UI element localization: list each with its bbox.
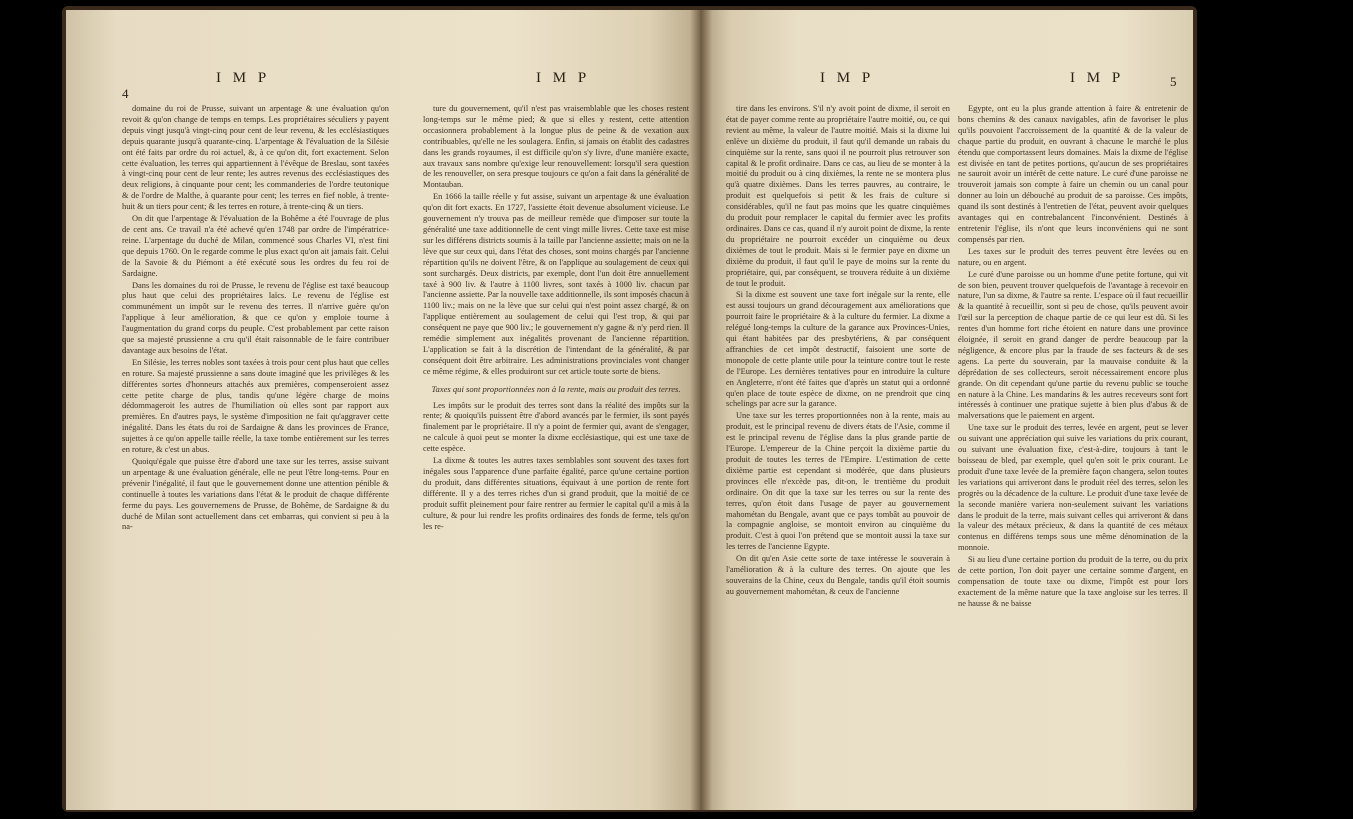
running-head-right-col4: I M P [1070, 70, 1125, 86]
right-page [700, 10, 1193, 810]
text-column-2 [423, 104, 689, 804]
book-gutter [690, 10, 712, 810]
paragraph: On dit que l'arpentage & l'évaluation de la Bohême a été l'ouvrage de plus de cent ans. Ce travail n'a été achevé qu'en 1748 par ordre de l'impératrice-reine. L'arpentage du duché de Milan, commencé sous Charles VI, n'est fini que depuis 1760. On le regarde comme le plus exact qu'on ait jamais fait. Celui de la Savoie & du Piémont a été exécuté sous les ordres du feu roi de Sardaigne. [122, 214, 389, 278]
paragraph: On dit qu'en Asie cette sorte de taxe intéresse le souverain à l'amélioration & à la culture des terres. On ajoute que les souverains de la Chine, ceux du Bengale, tandis qu'il étoit soumis au gouvernement mahométan, & ceux de l'ancienne [726, 554, 950, 596]
paragraph: Les taxes sur le produit des terres peuvent être levées ou en nature, ou en argent. [958, 246, 1188, 267]
paragraph: En Silésie, les terres nobles sont taxées à trois pour cent plus haut que celles en roture. Sa majesté prussienne a sans doute imaginé que les privilèges & les différentes sortes d'honneurs attachés aux premières, compenseroient assez cette petite charge de plus, tandis qu'une légère charge de moins dédommageroit les autres de l'humiliation où elles sont par rapport aux premières. En d'autres pays, le système d'imposition ne fait qu'aggraver cette inégalité. Dans les états du roi de Sardaigne & dans les provinces de France, sujettes à ce qu'on appelle taille réelle, la taxe tombe entièrement sur les terres en roture, & c'est un abus. [122, 357, 389, 455]
paragraph: domaine du roi de Prusse, suivant un arpentage & une évaluation qu'on revoit & qu'on change de temps en temps. Les propriétaires séculiers y payent depuis vingt jusqu'à vingt-cinq pour cent de leur revenu, & les ecclésiastiques depuis quarante jusqu'à quarante-cinq. L'arpentage & l'évaluation de la Silésie ont été faits par ordre du roi actuel, &, à ce qu'on dit, fort exactement. Selon cette évaluation, les terres qui appartiennent à l'évêque de Breslau, sont taxées à vingt-cinq pour cent de leur rente; les autres revenus des ecclésiastiques des deux religions, à cinquante pour cent; les commanderies de l'ordre teutonique & de l'ordre de Malthe, à quarante pour cent; les terres en fief noble, à trente-huit & un tiers pour cent; & les terres en roture, à trente-cinq & un tiers. [122, 104, 389, 212]
page-number-left: 4 [122, 86, 129, 101]
running-head-left-col2: I M P [536, 70, 591, 86]
paragraph: En 1666 la taille réelle y fut assise, suivant un arpentage & une évaluation qu'on dit fort exacts. En 1727, l'assiette étoit devenue absolument vicieuse. Le gouvernement n'y trouva pas de meilleur remède que d'imposer sur toute la généralité une taxe additionnelle de cent vingt mille livres. Cette taxe est mise sur les différens districts soumis à la taille par l'ancienne assiette; mais on ne la lève que sur ceux qui, dans l'état des choses, sont moins chargés par l'ancienne répartition qu'ils ne doivent l'être, & on l'applique au soulagement de ceux qui sont surchargés. Deux districts, par exemple, dont l'un doit être annuellement taxé à 900 liv. & l'autre à 1100 livres, sont taxés à 1000 liv. chacun par l'ancienne assiette. Par la nouvelle taxe additionnelle, ils sont imposés chacun à 1100 liv.; mais on ne la lève que sur celui qui n'est point assez chargé, & on l'applique entièrement au soulagement de celui qui l'est trop, & qui par conséquent ne paye que 900 liv.; le gouvernement n'y gagne & n'y perd rien. Il remédie simplement aux inégalités provenant de l'ancienne répartition. L'application se fait à la discrétion de l'intendant de la généralité, & par conséquent doit être arbitraire. Les administrations provinciales vont changer ce même régime, & elles produiront sur cet article toute sorte de biens. [423, 192, 689, 376]
paragraph: Une taxe sur les terres proportionnées non à la rente, mais au produit, est le principal revenu de divers états de l'Asie, comme il est le principal revenu de l'église dans la plus grande partie de l'Europe. L'empereur de la Chine perçoit la dixième partie du produit de toutes les terres de l'Empire. L'estimation de cette dixième partie est cependant si modérée, que dans plusieurs provinces elle n'excède pas, dit-on, le trentième du produit ordinaire. On dit que la taxe sur les terres ou sur la rente des terres, qu'on étoit dans l'usage de payer au gouvernement mahométan du Bengale, avant que ce pays tombât au pouvoir de la compagnie angloise, se montoit environ au cinquième du produit. C'est à quoi l'on prétend que se montoit aussi la taxe sur les terres de l'ancienne Egypte. [726, 411, 950, 552]
paragraph: Si la dixme est souvent une taxe fort inégale sur la rente, elle est aussi toujours un grand découragement aux améliorations que pourroit faire le propriétaire & à la culture du fermier. La dixme a relégué long-temps la culture de la garance aux Provinces-Unies, qui étant habitées par des presbytériens, & par conséquent affranchies de cet impôt destructif, faisoient une sorte de monopole de cette plante utile pour la teinture contre tout le reste de l'Europe. Les dernières tentatives pour en introduire la culture en Angleterre, n'ont été faites que d'après un statut qui a ordonné qu'en place de toute espèce de dixme, on ne prendroit que cinq schelings par acre sur la garance. [726, 290, 950, 409]
paragraph: La dixme & toutes les autres taxes semblables sont souvent des taxes fort inégales sous l'apparence d'une parfaite égalité, parce qu'une certaine portion du produit, dans différentes situations, équivaut à une portion de rente fort différente. Il y a des terres riches d'un si grand produit, que la moitié de ce produit suffit pleinement pour faire rentrer au fermier le capital qu'il a mis à la culture, & pour lui rendre les profits ordinaires des fonds de ferme, tels qu'on les re- [423, 456, 689, 531]
running-head-right-col3: I M P [820, 70, 875, 86]
paragraph: tire dans les environs. S'il n'y avoit point de dixme, il seroit en état de payer comme rente au propriétaire l'autre moitié, ou, ce qui revient au même, la valeur de l'autre moitié. Mais si la dixme lui enlève un dixième du produit, il faut qu'il demande un rabais du cinquième sur la rente, sans quoi il ne pourroit plus retrouver son capital & le profit ordinaire. Dans ce cas, au lieu de se monter à la moitié du produit ou à cinq dixièmes, la rente ne se montera plus qu'à quatre dixièmes. Dans les terres pauvres, au contraire, le produit est quelquefois si petit & les frais de culture si considérables, qu'il ne faut pas moins que les quatre cinquièmes du produit pour remplacer le capital du fermier avec les profits ordinaires. Dans ce cas, quand il n'y auroit point de dixme, la rente du propriétaire ne pourroit excéder un cinquième ou deux dixièmes de tout le produit. Mais si le fermier paye en dixme un dixième du produit, il faut qu'il le paye de moins sur la rente du propriétaire, qui, par conséquent, se trouvera réduite à un dixième de tout le produit. [726, 104, 950, 288]
section-heading: Taxes qui sont proportionnées non à la rente, mais au produit des terres. [431, 383, 681, 394]
paragraph: Quoiqu'égale que puisse être d'abord une taxe sur les terres, assise suivant un arpentage & une évaluation générale, elle ne peut l'être long-tems. Pour en prévenir l'inégalité, il faut que le gouvernement donne une attention pénible & continuelle à toutes les variations dans l'état & le produit de chaque différente ferme du pays. Les gouvernemens de Prusse, de Bohême, de Sardaigne & du duché de Milan sont actuellement dans cet embarras, qui convient si peu à la na- [122, 457, 389, 532]
open-book [62, 6, 1197, 812]
running-head-left-col1: I M P [216, 70, 271, 86]
text-column-3 [726, 104, 950, 804]
paragraph: Egypte, ont eu la plus grande attention à faire & entretenir de bons chemins & des canaux navigables, afin de favoriser le plus qu'ils pouvoient l'accroissement de la quantité & de la valeur de chaque partie du produit, en ouvrant à chacune le marché le plus étendu que comportassent leurs domaines. Mais la dixme de l'église est divisée en tant de petites portions, qu'aucun de ses propriétaires ne sauroit avoir un intérêt de cette nature. Le curé d'une paroisse ne trouveroit jamais son compte à faire un chemin ou un canal pour donner au loin un débouché au produit de sa paroisse. Ces impôts, quand ils sont destinés à l'entretien de l'état, peuvent avoir quelques avantages qui en contrebalancent l'inconvénient. Destinés à entretenir l'église, ils n'ont que leurs inconvéniens qui ne sont compensés par rien. [958, 104, 1188, 244]
paragraph: Les impôts sur le produit des terres sont dans la réalité des impôts sur la rente; & quoiqu'ils puissent être d'abord avancés par le fermier, ils sont payés finalement par le propriétaire. Il n'y a point de fermier qui, avant de s'engager, ne calcule à quoi peut se monter la dixme ecclésiastique, qui est une taxe de cette espèce. [423, 400, 689, 454]
text-column-1 [122, 104, 389, 804]
left-page [66, 10, 700, 810]
paragraph: Une taxe sur le produit des terres, levée en argent, peut se lever ou suivant une appréciation qui suive les variations du prix courant, ou suivant une évaluation fixe, c'est-à-dire, toujours à tant le boisseau de bled, par exemple, quel qu'en soit le prix courant. Le produit d'une taxe levée de la première façon changera, selon toutes les variations qui arriveront dans le produit réel des terres, selon les progrès ou la décadence de la culture. Le produit d'une taxe levée de la seconde manière variera non-seulement suivant les variations dans le produit de la terre, mais suivant celles qui arriveront & dans la valeur des métaux précieux, & dans la quantité de ces métaux contenus en différens temps sous une même dénomination de la monnoie. [958, 423, 1188, 553]
paragraph: ture du gouvernement, qu'il n'est pas vraisemblable que les choses restent long-temps sur le même pied; & que si elles y restent, cette attention occasionnera probablement à la longue plus de peine & de vexation aux contribuables, qu'elle ne les soulagera. Enfin, si jamais on établit des cadastres dans les grands royaumes, il est difficile qu'on s'y livre, d'une manière exacte, aux travaux sans nombre qu'exige leur renouvellement: lorsqu'il sera question de les renouveller, on sera presque toujours ce qu'on a fait dans la généralité de Montauban. [423, 104, 689, 190]
paragraph: Dans les domaines du roi de Prusse, le revenu de l'église est taxé beaucoup plus haut que celui des propriétaires laïcs. Le revenu de l'église est communément un impôt sur le revenu des terres. Il n'arrive guère qu'on l'applique à leur amélioration, & que ce qu'on y emploie tourne à l'augmentation du grand corps du peuple. C'est probablement par cette raison que sa majesté prussienne a cru qu'il était raisonnable de le faire contribuer davantage aux besoins de l'état. [122, 280, 389, 355]
paragraph: Si au lieu d'une certaine portion du produit de la terre, ou du prix de cette portion, l'on doit payer une certaine somme d'argent, en compensation de toute taxe ou dixme, l'impôt est pour lors exactement de la même nature que la taxe angloise sur les terres. Il ne hausse & ne baisse [958, 555, 1188, 608]
paragraph: Le curé d'une paroisse ou un homme d'une petite fortune, qui vit de son bien, peuvent trouver quelquefois de l'avantage à recevoir en nature, l'un sa dixme, & l'autre sa rente. L'espace où il faut recueillir & la quantité à recueillir, sont si peu de chose, qu'ils peuvent avoir l'œil sur la perception de chaque partie de ce qui leur est dû. Si les rentes d'un homme fort riche étoient en nature dans une province éloignée, il seroit en grand danger de perdre beaucoup par la négligence, & encore plus par la fraude de ses facteurs & de ses agens. La perte du souverain, par la mauvaise conduite & la déprédation de ses collecteurs, seroit nécessairement encore plus grande. On dit cependant qu'une partie du revenu public se touche en nature à la Chine. Les mandarins & les autres receveurs sont fort intéressés à continuer une pratique sujette à bien plus d'abus & de malversations que le paiement en argent. [958, 269, 1188, 421]
page-number-right: 5 [1170, 74, 1177, 89]
text-column-4 [958, 104, 1188, 804]
